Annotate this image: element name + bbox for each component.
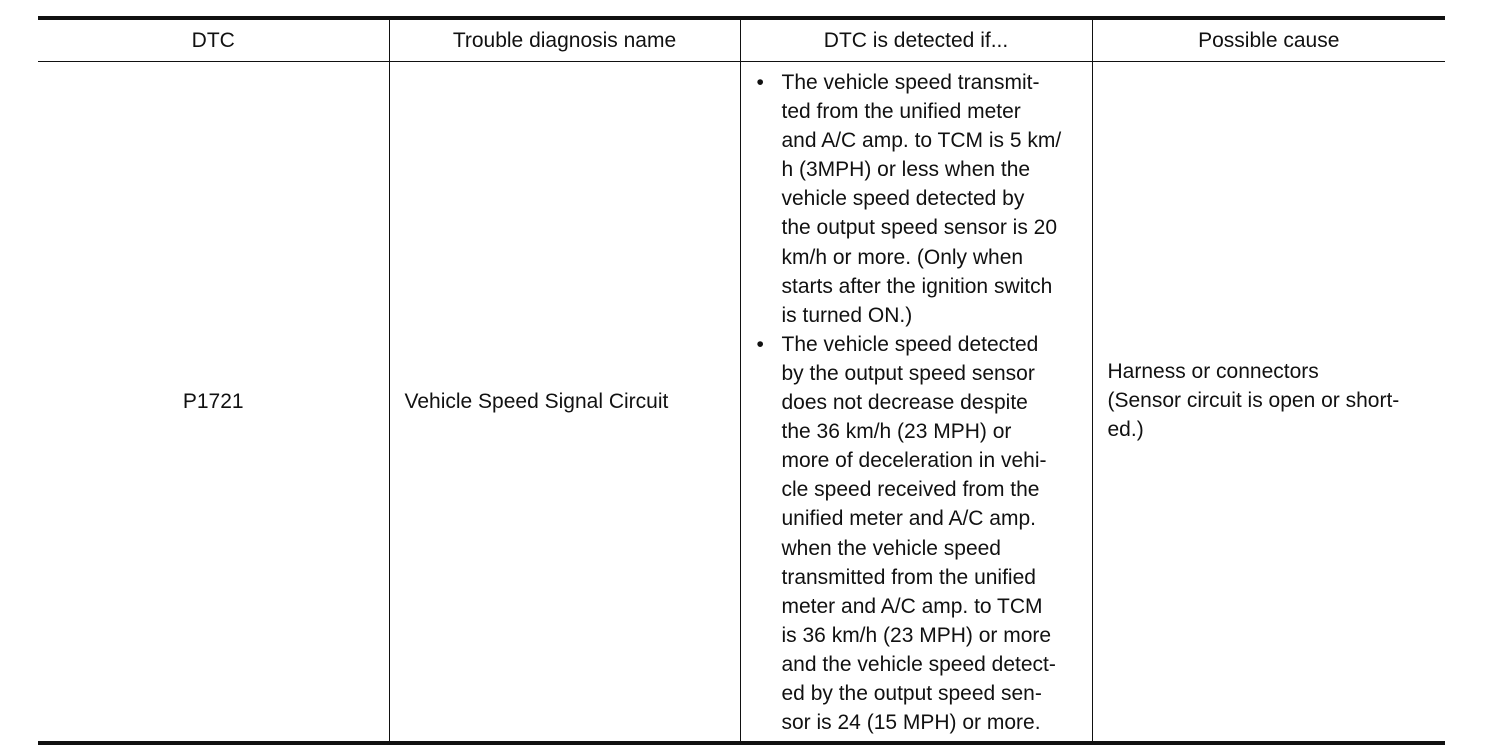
condition-line: unified meter and A/C amp. <box>781 507 1036 531</box>
table-row <box>38 62 1445 742</box>
condition-item <box>755 330 1084 737</box>
condition-line: the output speed sensor is 20 <box>781 216 1058 240</box>
bullet-icon: • <box>756 332 764 356</box>
condition-line: and A/C amp. to TCM is 5 km/ <box>781 129 1062 153</box>
condition-line: sor is 24 (15 MPH) or more. <box>781 711 1041 735</box>
cause-line: ed.) <box>1107 418 1144 442</box>
condition-line: ted from the unified meter <box>781 100 1021 124</box>
header-possible-cause: Possible cause <box>1092 20 1445 62</box>
condition-line: The vehicle speed transmit- <box>781 71 1040 94</box>
bullet-icon: • <box>756 71 764 94</box>
header-row <box>38 20 1445 62</box>
detection-condition-cell <box>740 62 1092 742</box>
condition-line: km/h or more. (Only when <box>781 245 1024 269</box>
condition-line: more of deceleration in vehi- <box>781 449 1047 473</box>
condition-item <box>755 68 1084 330</box>
possible-cause-cell <box>1092 62 1445 742</box>
condition-line: is 36 km/h (23 MPH) or more <box>781 623 1052 647</box>
header-dtc-detected-if: DTC is detected if... <box>740 20 1092 62</box>
dtc-code-cell: P1721 <box>182 389 244 413</box>
condition-line: The vehicle speed detected <box>781 332 1039 356</box>
cause-line: (Sensor circuit is open or short- <box>1107 388 1400 412</box>
condition-line: does not decrease despite <box>781 391 1028 415</box>
condition-line: transmitted from the unified <box>781 565 1036 589</box>
header-trouble-diagnosis-name: Trouble diagnosis name <box>389 20 740 62</box>
condition-line: vehicle speed detected by <box>781 187 1025 211</box>
condition-line: h (3MPH) or less when the <box>781 158 1031 182</box>
header-dtc: DTC <box>38 20 389 62</box>
dtc-table <box>38 16 1445 745</box>
condition-line: starts after the ignition switch <box>781 274 1053 298</box>
diagnosis-name-cell: Vehicle Speed Signal Circuit <box>389 62 740 742</box>
condition-list <box>755 68 1084 737</box>
condition-line: and the vehicle speed detect- <box>781 652 1056 676</box>
condition-line: by the output speed sensor <box>781 361 1035 385</box>
condition-line: the 36 km/h (23 MPH) or <box>781 420 1012 444</box>
condition-line: is turned ON.) <box>781 303 913 327</box>
dtc-table-grid <box>38 20 1445 741</box>
cause-line: Harness or connectors <box>1107 359 1319 383</box>
condition-line: when the vehicle speed <box>781 536 1001 560</box>
condition-line: cle speed received from the <box>781 478 1040 502</box>
condition-line: ed by the output speed sen- <box>781 681 1042 705</box>
condition-line: meter and A/C amp. to TCM <box>781 594 1043 618</box>
